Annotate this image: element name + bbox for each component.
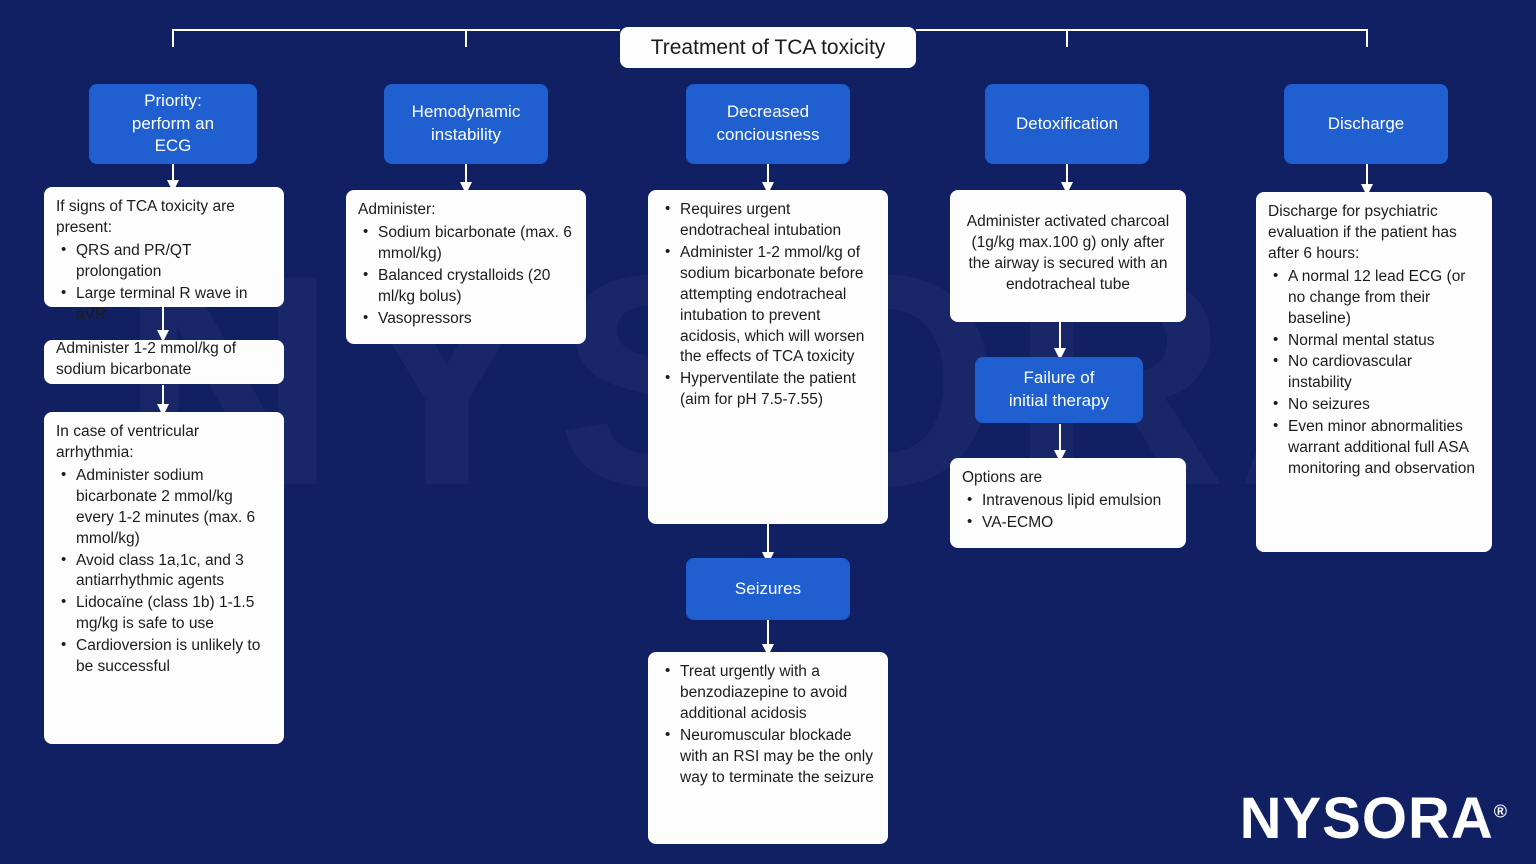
registered-mark: ® — [1493, 801, 1508, 822]
list-item: • No cardiovascular instability — [1268, 352, 1480, 394]
bullet-list — [358, 223, 574, 330]
node-tca-signs — [44, 187, 284, 323]
header-line-1: Hemodynamic — [411, 102, 521, 122]
header-line-3: ECG — [154, 136, 192, 156]
list-item: • Lidocaïne (class 1b) 1-1.5 mg/kg is safe to use — [56, 593, 272, 635]
node-lead-text: Administer activated charcoal (1g/kg max.100 g) only after the airway is secured with an endotracheal tube — [966, 213, 1170, 293]
sub-header-seizures[interactable] — [686, 558, 850, 620]
bullet-list — [1268, 267, 1480, 480]
list-item: • No seizures — [1268, 395, 1480, 416]
chart-title — [620, 27, 916, 68]
chart-title-label: Treatment of TCA toxicity — [650, 35, 886, 59]
header-line-1: Decreased — [726, 102, 810, 122]
list-item: • Even minor abnormalities warrant additional full ASA monitoring and observation — [1268, 417, 1480, 480]
sub-header-line-1: Failure of — [1023, 368, 1095, 388]
node-rescue-options — [950, 458, 1186, 548]
list-item: • VA-ECMO — [962, 513, 1174, 534]
node-seizure-treatment — [648, 652, 888, 844]
list-item: • Intravenous lipid emulsion — [962, 491, 1174, 512]
list-item: • Avoid class 1a,1c, and 3 antiarrhythmic agents — [56, 551, 272, 593]
column-header-detoxification[interactable] — [985, 84, 1149, 164]
node-lead-text: If signs of TCA toxicity are present: — [56, 198, 235, 236]
nysora-logo — [1240, 785, 1508, 852]
list-item: • Vasopressors — [358, 309, 574, 330]
column-header-discharge[interactable] — [1284, 84, 1448, 164]
list-item: • QRS and PR/QT prolongation — [56, 241, 272, 283]
header-line-2: perform an — [131, 113, 215, 133]
column-header-hemodynamic-instability[interactable] — [384, 84, 548, 164]
sub-header-label: Seizures — [734, 578, 802, 598]
sub-header-failure-initial-therapy[interactable] — [975, 357, 1143, 423]
list-item: • Sodium bicarbonate (max. 6 mmol/kg) — [358, 223, 574, 265]
list-item: • Requires urgent endotracheal intubation — [660, 200, 876, 242]
bullet-list — [56, 466, 272, 678]
list-item: • Neuromuscular blockade with an RSI may be the only way to terminate the seizure — [660, 726, 876, 789]
node-lead-text: In case of ventricular arrhythmia: — [56, 423, 200, 461]
bullet-list — [660, 662, 876, 789]
node-discharge-criteria — [1256, 192, 1492, 552]
node-lead-text: Discharge for psychiatric evaluation if the patient has after 6 hours: — [1268, 203, 1457, 262]
header-line-1: Priority: — [144, 90, 202, 110]
list-item: • A normal 12 lead ECG (or no change from their baseline) — [1268, 267, 1480, 330]
node-ventricular-arrhythmia — [44, 412, 284, 744]
list-item: • Hyperventilate the patient (aim for pH 7.5-7.55) — [660, 369, 876, 411]
bullet-list — [56, 241, 272, 326]
list-item: • Balanced crystalloids (20 ml/kg bolus) — [358, 266, 574, 308]
list-item: • Treat urgently with a benzodiazepine to avoid additional acidosis — [660, 662, 876, 725]
list-item: • Large terminal R wave in aVR — [56, 284, 272, 326]
node-airway-management — [648, 190, 888, 524]
list-item: • Administer 1-2 mmol/kg of sodium bicarbonate before attempting endotracheal intubation to prevent acidosis, which will worsen the effects of TCA toxicity — [660, 243, 876, 369]
header-line-2: conciousness — [716, 125, 820, 144]
logo-text: NYSORA — [1239, 786, 1494, 851]
bullet-list — [962, 491, 1174, 534]
list-item: • Administer sodium bicarbonate 2 mmol/kg every 1-2 minutes (max. 6 mmol/kg) — [56, 466, 272, 550]
list-item: • Cardioversion is unlikely to be successful — [56, 636, 272, 678]
header-line-1: Detoxification — [1015, 113, 1119, 133]
node-activated-charcoal — [950, 190, 1186, 322]
node-lead-text: Administer: — [358, 201, 436, 218]
column-header-decreased-consciousness[interactable] — [686, 84, 850, 164]
node-administer-bicarbonate — [44, 340, 284, 384]
list-item: • Normal mental status — [1268, 331, 1480, 352]
node-lead-text: Administer 1-2 mmol/kg of sodium bicarbonate — [56, 340, 237, 378]
node-hemodynamic-treatment — [346, 190, 586, 344]
node-lead-text: Options are — [962, 469, 1043, 486]
bullet-list — [660, 200, 876, 411]
sub-header-line-2: initial therapy — [1008, 391, 1110, 410]
column-header-priority-ecg[interactable] — [89, 84, 257, 164]
header-line-1: Discharge — [1327, 113, 1405, 133]
header-line-2: instability — [431, 125, 501, 144]
